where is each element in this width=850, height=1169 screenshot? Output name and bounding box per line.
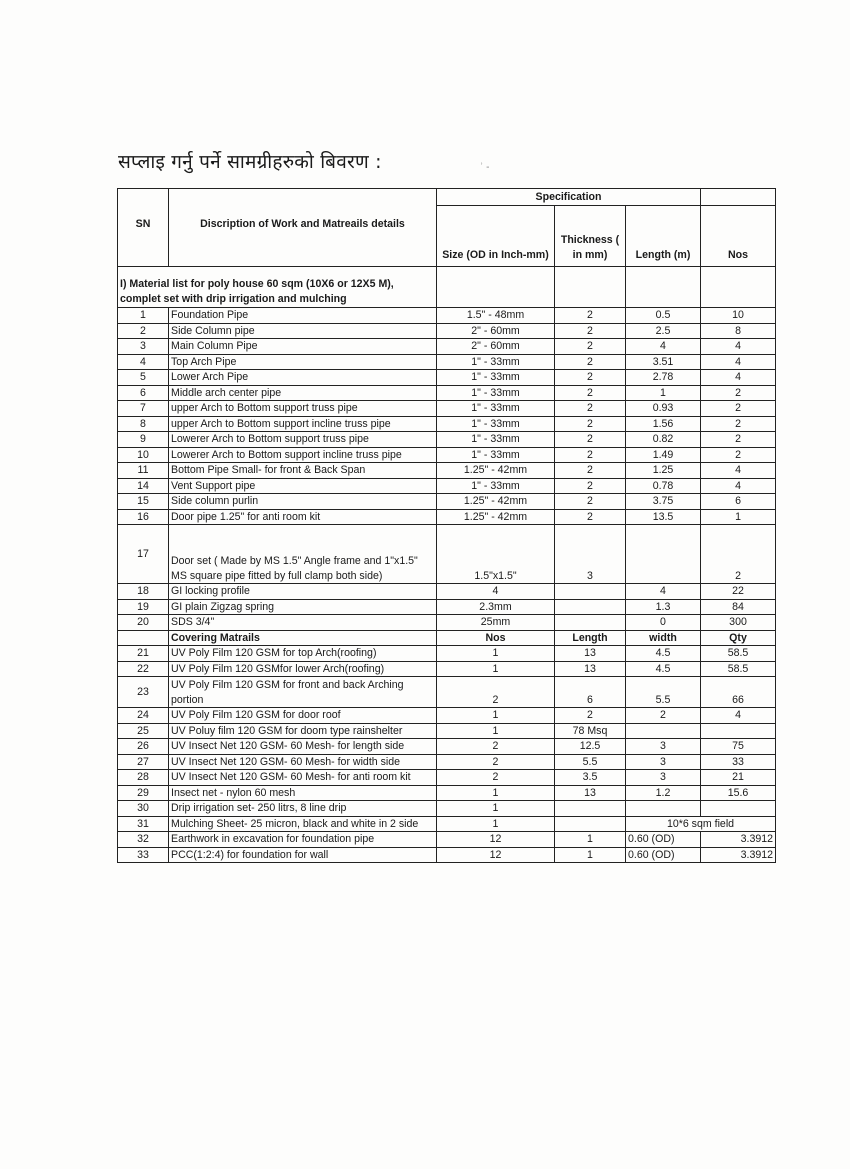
row-length: 13.5	[626, 509, 701, 525]
table-row	[118, 354, 776, 370]
covering-col-length: Length	[555, 630, 626, 646]
row-length: 5.5	[555, 754, 626, 770]
row-thickness: 3	[555, 525, 626, 584]
table-row	[118, 339, 776, 355]
row-description: Top Arch Pipe	[169, 354, 437, 370]
header-nos: Nos	[701, 206, 776, 267]
row-description: Main Column Pipe	[169, 339, 437, 355]
table-row	[118, 770, 776, 786]
row-nos: 22	[701, 584, 776, 600]
row-qty	[701, 723, 776, 739]
row-length: 13	[555, 785, 626, 801]
row-description: Middle arch center pipe	[169, 385, 437, 401]
row-length: 4	[626, 584, 701, 600]
row-width: 2	[626, 708, 701, 724]
row-nos: 4	[701, 478, 776, 494]
row-sn: 31	[118, 816, 169, 832]
row-qty: 58.5	[701, 661, 776, 677]
covering-col-nos: Nos	[437, 630, 555, 646]
row-nos: 2	[437, 770, 555, 786]
table-row	[118, 432, 776, 448]
table-row	[118, 816, 776, 832]
row-thickness: 2	[555, 509, 626, 525]
row-sn: 29	[118, 785, 169, 801]
row-sn: 6	[118, 385, 169, 401]
row-qty: 66	[701, 677, 776, 708]
row-width: 0.60 (OD)	[626, 832, 701, 848]
row-description: Bottom Pipe Small- for front & Back Span	[169, 463, 437, 479]
row-description: UV Poly Film 120 GSM for top Arch(roofing)	[169, 646, 437, 662]
covering-header-row	[118, 630, 776, 646]
row-sn: 14	[118, 478, 169, 494]
row-size: 1" - 33mm	[437, 370, 555, 386]
row-nos: 4	[701, 339, 776, 355]
row-nos: 1	[437, 785, 555, 801]
row-size: 25mm	[437, 615, 555, 631]
row-description: SDS 3/4"	[169, 615, 437, 631]
row-width: 3	[626, 739, 701, 755]
row-sn: 5	[118, 370, 169, 386]
row-nos: 2	[701, 385, 776, 401]
header-thickness: Thickness ( in mm)	[555, 206, 626, 267]
header-blank	[701, 189, 776, 206]
row-sn: 32	[118, 832, 169, 848]
row-sn: 20	[118, 615, 169, 631]
row-description: UV Poly Film 120 GSM for front and back Arching portion	[169, 677, 437, 708]
row-thickness: 2	[555, 385, 626, 401]
table-row	[118, 754, 776, 770]
row-nos: 1	[437, 801, 555, 817]
row-sn: 27	[118, 754, 169, 770]
row-description: Door pipe 1.25" for anti room kit	[169, 509, 437, 525]
row-nos: 1	[437, 646, 555, 662]
row-description: UV Insect Net 120 GSM- 60 Mesh- for length side	[169, 739, 437, 755]
row-sn: 1	[118, 308, 169, 324]
page-title: सप्लाइ गर्नु पर्ने सामग्रीहरुको बिवरण :	[118, 151, 382, 173]
row-width: 0.60 (OD)	[626, 847, 701, 863]
row-nos: 1	[437, 723, 555, 739]
table-row	[118, 599, 776, 615]
row-description: Door set ( Made by MS 1.5" Angle frame and 1"x1.5" MS square pipe fitted by full clamp both side)	[169, 525, 437, 584]
row-thickness: 2	[555, 416, 626, 432]
row-description: upper Arch to Bottom support incline truss pipe	[169, 416, 437, 432]
row-description: GI locking profile	[169, 584, 437, 600]
covering-sn-blank	[118, 630, 169, 646]
row-thickness: 2	[555, 401, 626, 417]
row-length	[626, 525, 701, 584]
row-thickness	[555, 615, 626, 631]
row-thickness: 2	[555, 463, 626, 479]
row-width: 4.5	[626, 661, 701, 677]
row-nos: 300	[701, 615, 776, 631]
row-thickness: 2	[555, 354, 626, 370]
row-length: 0.5	[626, 308, 701, 324]
row-description: Lowerer Arch to Bottom support incline truss pipe	[169, 447, 437, 463]
row-width: 5.5	[626, 677, 701, 708]
row-length: 0.78	[626, 478, 701, 494]
table-row	[118, 785, 776, 801]
row-qty: 3.3912	[701, 847, 776, 863]
row-width: 1.2	[626, 785, 701, 801]
row-size: 2" - 60mm	[437, 323, 555, 339]
row-length: 13	[555, 661, 626, 677]
row-sn: 15	[118, 494, 169, 510]
header-sn: SN	[118, 189, 169, 267]
row-length: 3.5	[555, 770, 626, 786]
scan-mark: ʾ -	[480, 162, 490, 173]
row-nos: 4	[701, 463, 776, 479]
row-qty: 58.5	[701, 646, 776, 662]
row-length: 13	[555, 646, 626, 662]
row-qty	[701, 801, 776, 817]
table-row	[118, 708, 776, 724]
row-size: 1" - 33mm	[437, 385, 555, 401]
row-size: 1" - 33mm	[437, 354, 555, 370]
row-length: 3.75	[626, 494, 701, 510]
row-sn: 26	[118, 739, 169, 755]
row-size: 1.5" - 48mm	[437, 308, 555, 324]
row-sn: 10	[118, 447, 169, 463]
row-qty: 3.3912	[701, 832, 776, 848]
table-row	[118, 416, 776, 432]
row-thickness: 2	[555, 323, 626, 339]
table-row	[118, 723, 776, 739]
row-length: 1	[555, 832, 626, 848]
row-description: UV Poly Film 120 GSM for door roof	[169, 708, 437, 724]
materials-table	[117, 188, 776, 863]
row-nos: 4	[701, 354, 776, 370]
row-size: 1.25" - 42mm	[437, 509, 555, 525]
row-sn: 28	[118, 770, 169, 786]
row-nos: 1	[437, 816, 555, 832]
row-description: UV Poluy film 120 GSM for doom type rainshelter	[169, 723, 437, 739]
row-nos: 12	[437, 847, 555, 863]
row-size: 1" - 33mm	[437, 447, 555, 463]
row-length: 0.93	[626, 401, 701, 417]
table-row	[118, 801, 776, 817]
row-sn: 19	[118, 599, 169, 615]
header-length: Length (m)	[626, 206, 701, 267]
row-description: PCC(1:2:4) for foundation for wall	[169, 847, 437, 863]
row-length: 6	[555, 677, 626, 708]
row-nos: 10	[701, 308, 776, 324]
table-row	[118, 370, 776, 386]
row-width: 3	[626, 754, 701, 770]
row-description: Side column purlin	[169, 494, 437, 510]
row-thickness	[555, 584, 626, 600]
row-description: UV Poly Film 120 GSMfor lower Arch(roofing)	[169, 661, 437, 677]
row-length: 0	[626, 615, 701, 631]
table-row	[118, 323, 776, 339]
row-sn: 23	[118, 677, 169, 708]
row-description: Mulching Sheet- 25 micron, black and white in 2 side	[169, 816, 437, 832]
row-nos: 2	[437, 677, 555, 708]
row-width: 4.5	[626, 646, 701, 662]
row-nos: 1	[437, 708, 555, 724]
row-thickness	[555, 599, 626, 615]
row-length: 2	[555, 708, 626, 724]
row-sn: 21	[118, 646, 169, 662]
covering-col-width: width	[626, 630, 701, 646]
row-sn: 24	[118, 708, 169, 724]
table-row	[118, 661, 776, 677]
row-thickness: 2	[555, 447, 626, 463]
row-length: 1	[626, 385, 701, 401]
row-sn: 17	[118, 525, 169, 584]
row-nos: 2	[701, 447, 776, 463]
row-qty: 33	[701, 754, 776, 770]
row-description: Drip irrigation set- 250 litrs, 8 line drip	[169, 801, 437, 817]
row-sn: 3	[118, 339, 169, 355]
row-size: 2.3mm	[437, 599, 555, 615]
row-qty: 21	[701, 770, 776, 786]
row-length: 1.49	[626, 447, 701, 463]
row-qty: 75	[701, 739, 776, 755]
row-width: 3	[626, 770, 701, 786]
row-width	[626, 723, 701, 739]
row-field-area: 10*6 sqm field	[626, 816, 776, 832]
row-size: 4	[437, 584, 555, 600]
row-nos: 2	[701, 401, 776, 417]
row-qty: 4	[701, 708, 776, 724]
row-sn: 2	[118, 323, 169, 339]
row-sn: 8	[118, 416, 169, 432]
row-description: Insect net - nylon 60 mesh	[169, 785, 437, 801]
row-length: 1.3	[626, 599, 701, 615]
row-description: upper Arch to Bottom support truss pipe	[169, 401, 437, 417]
row-qty: 15.6	[701, 785, 776, 801]
row-sn: 22	[118, 661, 169, 677]
row-nos: 8	[701, 323, 776, 339]
row-sn: 25	[118, 723, 169, 739]
table-row	[118, 525, 776, 584]
row-length: 1	[555, 847, 626, 863]
section-title: I) Material list for poly house 60 sqm (10X6 or 12X5 M), complet set with drip irrigation and mulching	[118, 267, 437, 308]
row-length: 4	[626, 339, 701, 355]
table-row	[118, 832, 776, 848]
row-nos: 1	[437, 661, 555, 677]
table-row	[118, 509, 776, 525]
header-size: Size (OD in Inch-mm)	[437, 206, 555, 267]
row-description: Lowerer Arch to Bottom support truss pipe	[169, 432, 437, 448]
row-thickness: 2	[555, 339, 626, 355]
row-size: 1" - 33mm	[437, 432, 555, 448]
row-size: 1.25" - 42mm	[437, 463, 555, 479]
row-description: UV Insect Net 120 GSM- 60 Mesh- for width side	[169, 754, 437, 770]
table-row	[118, 677, 776, 708]
table-row	[118, 739, 776, 755]
row-nos: 2	[437, 754, 555, 770]
table-row	[118, 308, 776, 324]
covering-col-qty: Qty	[701, 630, 776, 646]
row-nos: 2	[701, 432, 776, 448]
covering-title: Covering Matrails	[169, 630, 437, 646]
row-length: 1.25	[626, 463, 701, 479]
table-row	[118, 584, 776, 600]
row-nos: 84	[701, 599, 776, 615]
row-description: Earthwork in excavation for foundation pipe	[169, 832, 437, 848]
row-description: GI plain Zigzag spring	[169, 599, 437, 615]
table-row	[118, 478, 776, 494]
header-specification: Specification	[437, 189, 701, 206]
row-sn: 18	[118, 584, 169, 600]
row-length: 0.82	[626, 432, 701, 448]
row-sn: 30	[118, 801, 169, 817]
row-width	[626, 801, 701, 817]
row-length: 2.78	[626, 370, 701, 386]
row-length: 78 Msq	[555, 723, 626, 739]
row-nos: 2	[701, 525, 776, 584]
row-nos: 1	[701, 509, 776, 525]
row-size: 2" - 60mm	[437, 339, 555, 355]
table-row	[118, 494, 776, 510]
row-size: 1.5"x1.5"	[437, 525, 555, 584]
row-description: Vent Support pipe	[169, 478, 437, 494]
row-thickness: 2	[555, 494, 626, 510]
row-nos: 4	[701, 370, 776, 386]
table-row	[118, 847, 776, 863]
table-row	[118, 463, 776, 479]
row-length: 2.5	[626, 323, 701, 339]
row-description: UV Insect Net 120 GSM- 60 Mesh- for anti room kit	[169, 770, 437, 786]
row-sn: 9	[118, 432, 169, 448]
row-thickness: 2	[555, 370, 626, 386]
row-size: 1" - 33mm	[437, 478, 555, 494]
row-sn: 33	[118, 847, 169, 863]
table-row	[118, 615, 776, 631]
row-description: Side Column pipe	[169, 323, 437, 339]
table-row	[118, 447, 776, 463]
row-thickness: 2	[555, 432, 626, 448]
row-nos: 6	[701, 494, 776, 510]
header-description: Discription of Work and Matreails details	[169, 189, 437, 267]
row-thickness: 2	[555, 478, 626, 494]
row-length	[555, 816, 626, 832]
table-row	[118, 385, 776, 401]
row-thickness: 2	[555, 308, 626, 324]
row-sn: 16	[118, 509, 169, 525]
row-nos: 12	[437, 832, 555, 848]
row-sn: 11	[118, 463, 169, 479]
row-size: 1" - 33mm	[437, 416, 555, 432]
row-length	[555, 801, 626, 817]
row-nos: 2	[701, 416, 776, 432]
row-length: 1.56	[626, 416, 701, 432]
row-size: 1.25" - 42mm	[437, 494, 555, 510]
row-length: 12.5	[555, 739, 626, 755]
row-sn: 4	[118, 354, 169, 370]
row-length: 3.51	[626, 354, 701, 370]
row-nos: 2	[437, 739, 555, 755]
table-row	[118, 401, 776, 417]
row-description: Lower Arch Pipe	[169, 370, 437, 386]
row-size: 1" - 33mm	[437, 401, 555, 417]
row-sn: 7	[118, 401, 169, 417]
table-row	[118, 646, 776, 662]
row-description: Foundation Pipe	[169, 308, 437, 324]
